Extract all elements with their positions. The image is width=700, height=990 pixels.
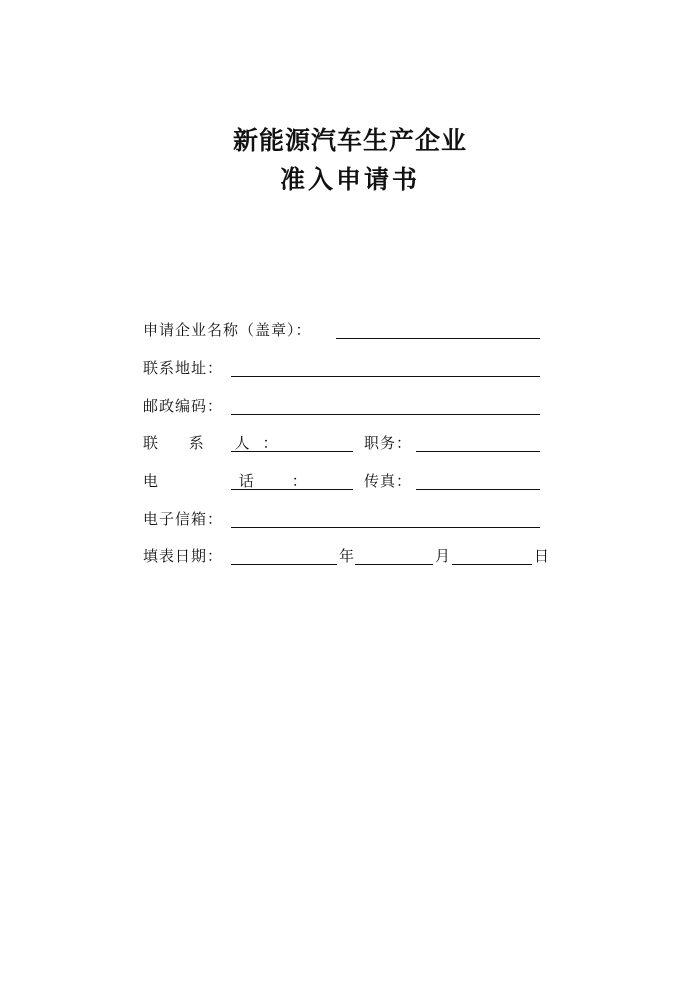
fill-date-month-field[interactable] — [355, 564, 433, 565]
fill-date-label: 填表日期： — [143, 547, 224, 565]
company-name-field[interactable] — [336, 338, 540, 339]
contact-person-label: 联 系 人： — [143, 434, 291, 452]
fill-date-year-field[interactable] — [231, 564, 337, 565]
postal-code-label: 邮政编码： — [143, 397, 224, 415]
address-label: 联系地址： — [143, 359, 224, 377]
document-title-line2: 准入申请书 — [279, 165, 420, 194]
fill-date-day-field[interactable] — [452, 564, 532, 565]
postal-code-field[interactable] — [231, 414, 540, 415]
email-row — [143, 508, 543, 530]
postal-code-row — [143, 395, 543, 417]
fill-date-row — [143, 545, 553, 567]
fax-field[interactable] — [416, 489, 540, 490]
year-unit: 年 — [339, 547, 356, 565]
document-title-line1: 新能源汽车生产企业 — [232, 126, 467, 155]
company-name-row — [143, 319, 543, 341]
address-field[interactable] — [231, 376, 540, 377]
position-label: 职务： — [364, 434, 413, 452]
day-unit: 日 — [534, 547, 551, 565]
address-row — [143, 357, 543, 379]
email-field[interactable] — [231, 527, 540, 528]
contact-person-field[interactable] — [231, 451, 353, 452]
fax-label: 传真： — [364, 472, 413, 490]
contact-row — [143, 432, 543, 454]
phone-row — [143, 470, 543, 492]
phone-field[interactable] — [231, 489, 353, 490]
company-name-label: 申请企业名称（盖章）： — [143, 321, 312, 339]
month-unit: 月 — [435, 547, 452, 565]
phone-label: 电 话： — [143, 472, 345, 490]
position-field[interactable] — [416, 451, 540, 452]
email-label: 电子信箱： — [143, 510, 224, 528]
